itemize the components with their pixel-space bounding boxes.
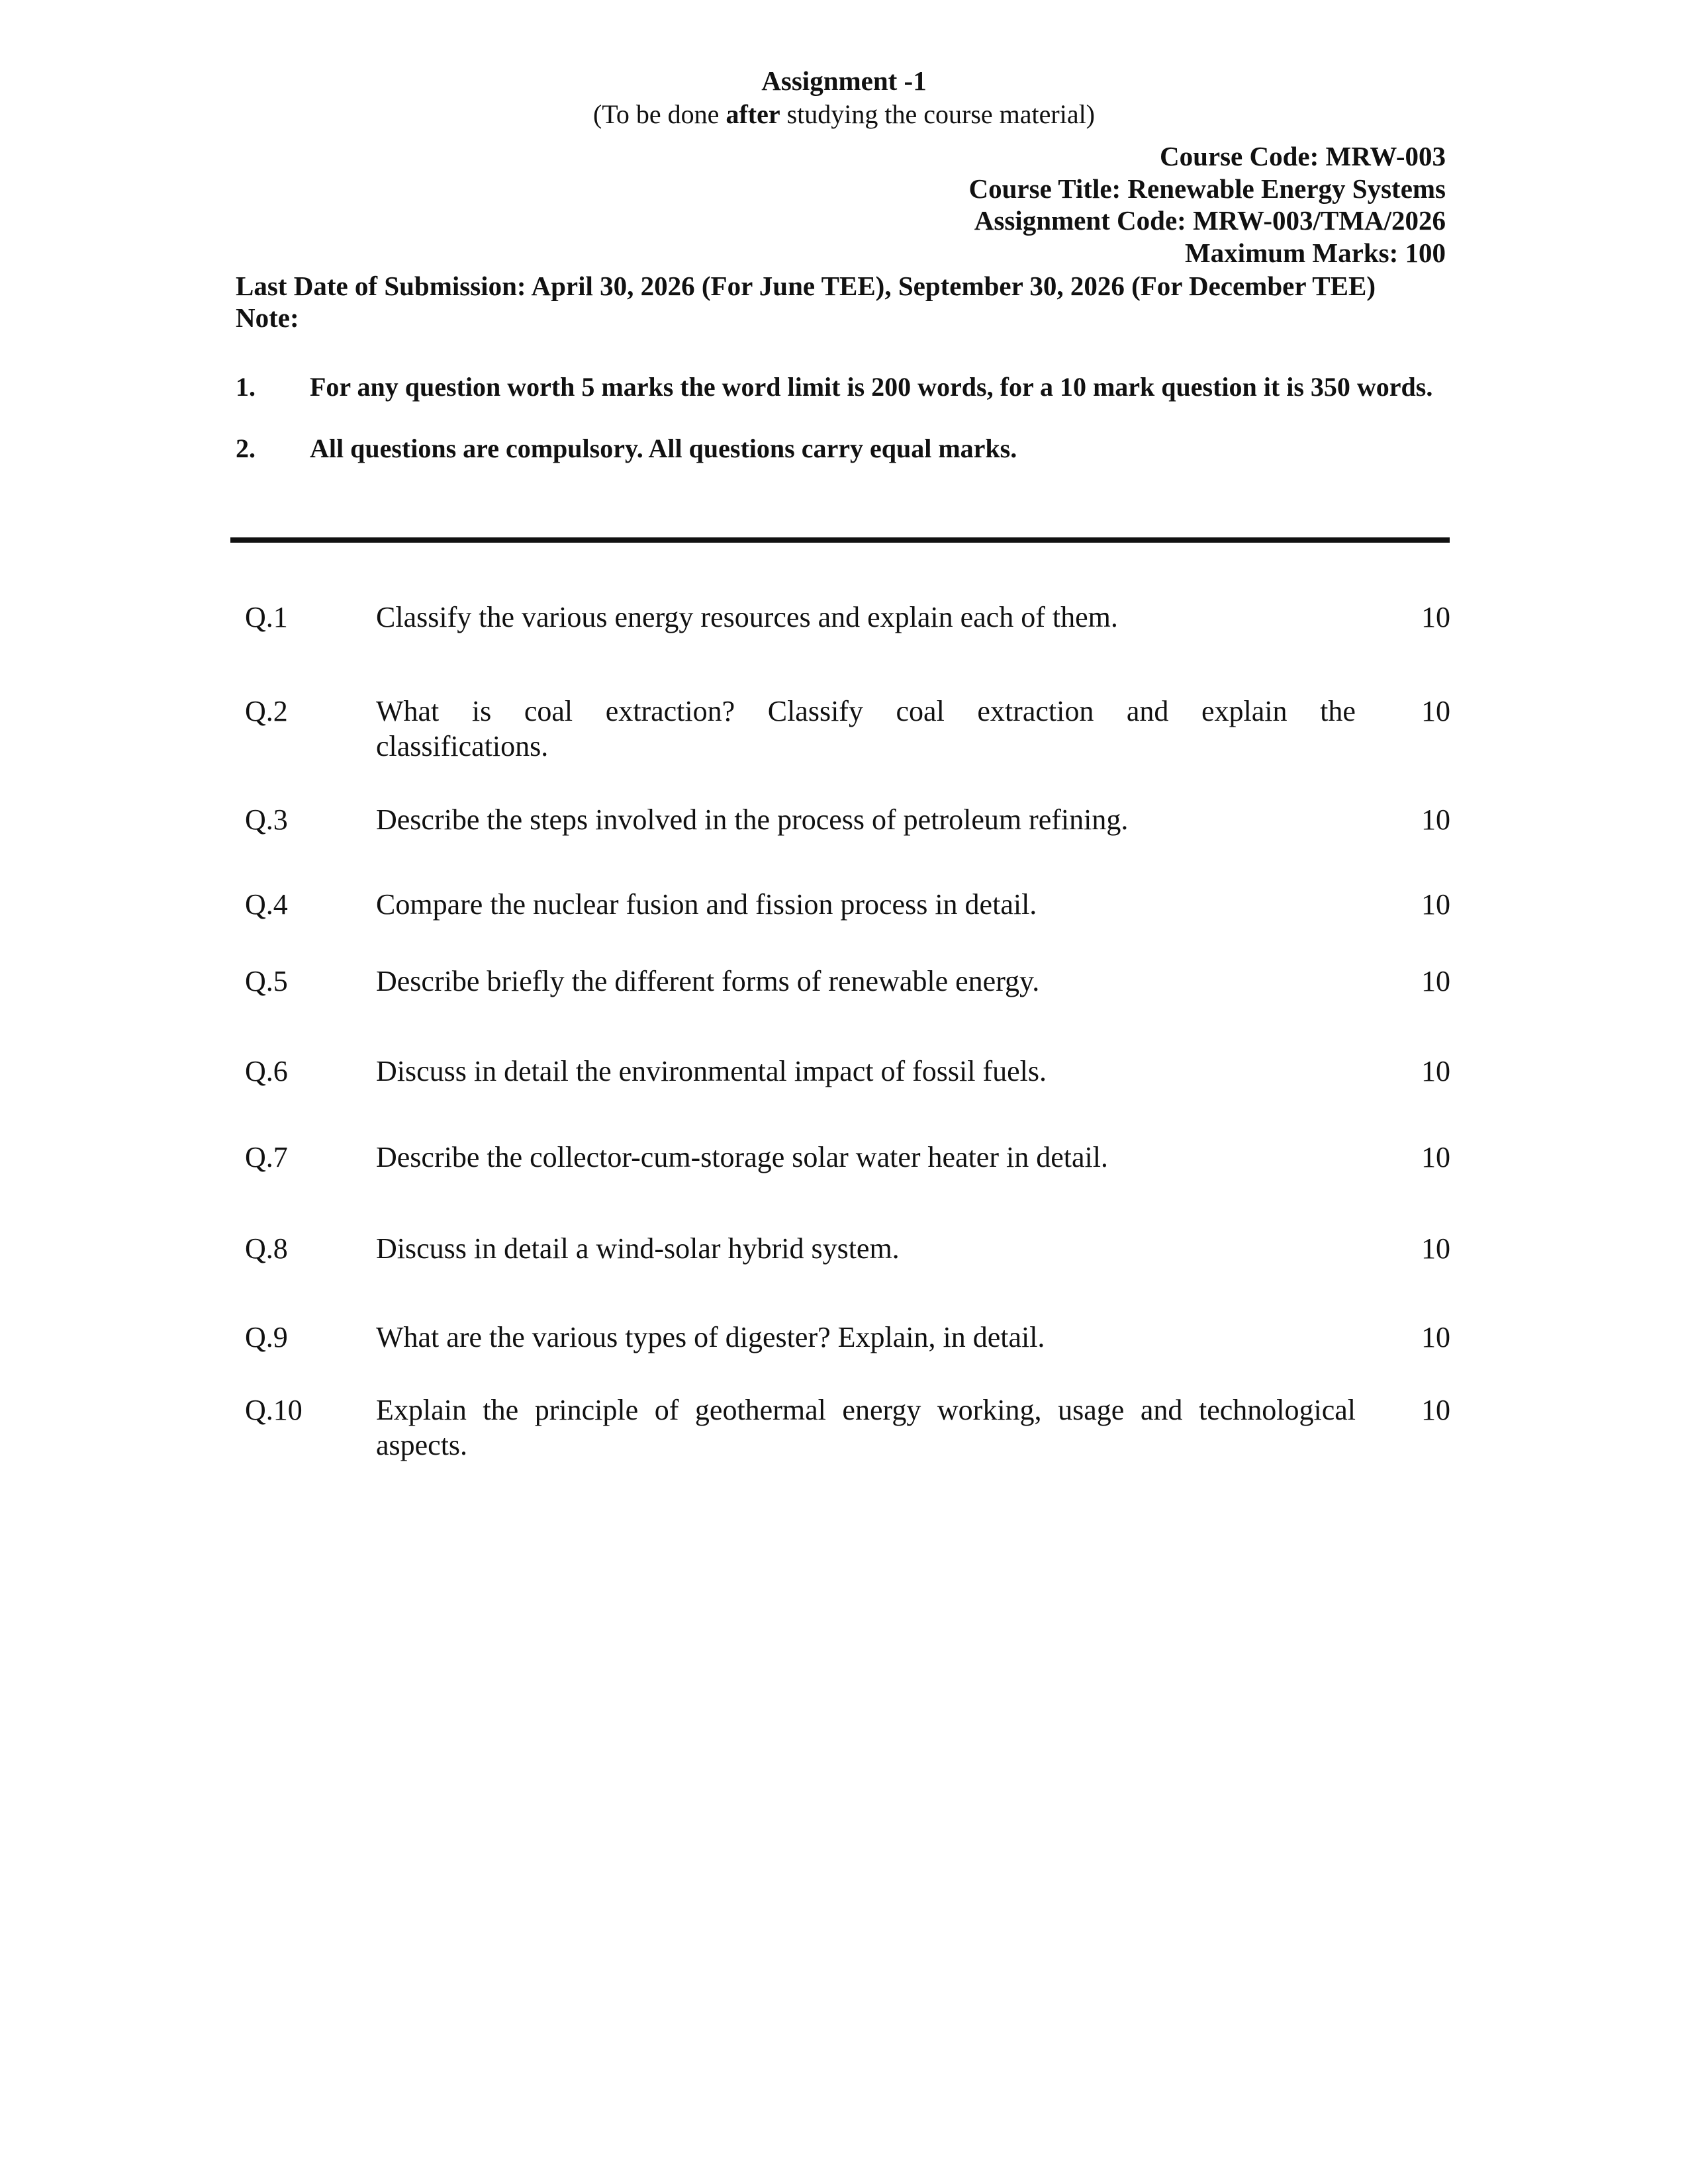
subtitle-prefix: (To be done xyxy=(592,99,726,129)
question-text-line xyxy=(376,694,1356,729)
question-marks: 10 xyxy=(1421,1141,1450,1173)
question-marks: 10 xyxy=(1421,1055,1450,1087)
question-text: Describe briefly the different forms of renewable energy. xyxy=(376,965,1040,997)
note-text: All questions are compulsory. All questions carry equal marks. xyxy=(310,433,1017,463)
question-number: Q.2 xyxy=(245,695,288,727)
question-text-line: Explain the principle of geothermal energy working, usage and technological xyxy=(376,1394,1356,1426)
question-marks: 10 xyxy=(1421,695,1450,727)
course-code: Course Code: MRW-003 xyxy=(1159,141,1446,171)
question-marks: 10 xyxy=(1421,601,1450,633)
question-number: Q.1 xyxy=(245,601,288,633)
question-text: Classify the various energy resources and explain each of them. xyxy=(376,601,1118,633)
question-word: extraction xyxy=(977,695,1094,727)
note-text: For any question worth 5 marks the word limit is 200 words, for a 10 mark question it is 350 words. xyxy=(310,372,1433,402)
assignment-title: Assignment -1 xyxy=(761,66,927,96)
question-number: Q.9 xyxy=(245,1321,288,1353)
question-word: explain xyxy=(1201,695,1288,727)
question-text xyxy=(376,694,1601,764)
question-marks: 10 xyxy=(1421,1321,1450,1353)
assignment-code: Assignment Code: MRW-003/TMA/2026 xyxy=(974,205,1446,236)
question-number: Q.8 xyxy=(245,1232,288,1265)
question-text: What are the various types of digester? Explain, in detail. xyxy=(376,1321,1045,1353)
question-number: Q.6 xyxy=(245,1055,288,1087)
question-marks: 10 xyxy=(1421,1394,1450,1426)
question-text: Describe the steps involved in the process of petroleum refining. xyxy=(376,803,1129,836)
question-marks: 10 xyxy=(1421,803,1450,836)
note-number: 2. xyxy=(236,433,256,463)
question-text: Describe the collector-cum-storage solar water heater in detail. xyxy=(376,1141,1108,1173)
question-text-line: aspects. xyxy=(376,1429,468,1461)
subtitle-emphasis: after xyxy=(726,99,780,129)
question-word: and xyxy=(1126,695,1169,727)
question-word: What xyxy=(376,695,440,727)
maximum-marks: Maximum Marks: 100 xyxy=(1184,237,1446,268)
question-number: Q.10 xyxy=(245,1394,303,1426)
question-number: Q.7 xyxy=(245,1141,288,1173)
question-marks: 10 xyxy=(1421,965,1450,997)
question-text: Discuss in detail the environmental impact of fossil fuels. xyxy=(376,1055,1047,1087)
question-text: Compare the nuclear fusion and fission process in detail. xyxy=(376,888,1037,921)
course-title: Course Title: Renewable Energy Systems xyxy=(968,173,1446,204)
question-number: Q.4 xyxy=(245,888,288,921)
question-word: is xyxy=(471,695,492,727)
question-number: Q.3 xyxy=(245,803,288,836)
note-number: 1. xyxy=(236,372,256,402)
question-marks: 10 xyxy=(1421,888,1450,921)
question-word: coal xyxy=(524,695,573,727)
question-word: Classify xyxy=(767,695,863,727)
note-label: Note: xyxy=(236,302,299,333)
question-text-line: classifications. xyxy=(376,730,549,762)
last-date-of-submission: Last Date of Submission: April 30, 2026 (For June TEE), September 30, 2026 (For December TEE) xyxy=(236,271,1376,301)
question-text: Discuss in detail a wind-solar hybrid system. xyxy=(376,1232,900,1265)
subtitle-suffix: studying the course material) xyxy=(780,99,1096,129)
question-number: Q.5 xyxy=(245,965,288,997)
question-text xyxy=(376,1392,1601,1463)
question-word: the xyxy=(1320,695,1356,727)
question-marks: 10 xyxy=(1421,1232,1450,1265)
question-word: extraction? xyxy=(605,695,735,727)
question-word: coal xyxy=(896,695,945,727)
